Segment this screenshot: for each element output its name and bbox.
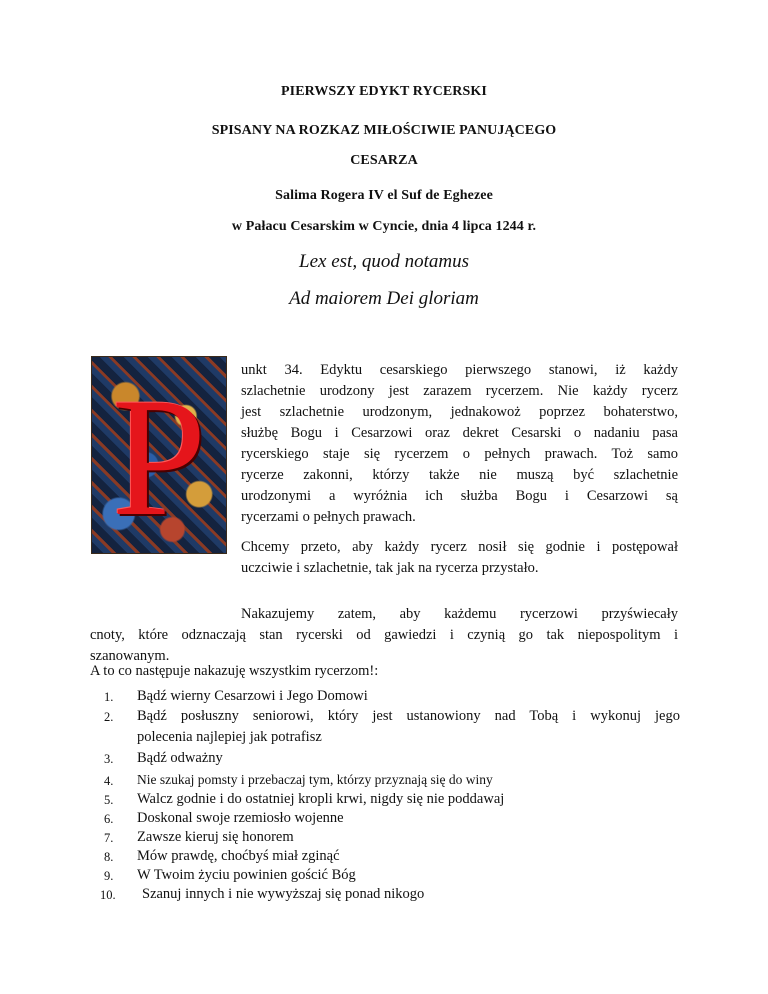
- paragraph-1-line: unkt 34. Edyktu cesarskiego pierwszego stanowi, iż każdy: [241, 362, 678, 378]
- list-item-text: Nie szukaj pomsty i przebaczaj tym, którzy przyznają się do winy: [137, 772, 493, 787]
- list-item: [104, 750, 684, 770]
- list-item-number: 5.: [104, 793, 114, 807]
- title-line-4: Salima Rogera IV el Suf de Eghezee: [275, 188, 493, 203]
- title-line-2: SPISANY NA ROZKAZ MIŁOŚCIWIE PANUJĄCEGO: [211, 123, 557, 138]
- list-item-text: W Twoim życiu powinien gościć Bóg: [137, 867, 356, 883]
- paragraph-2-line: uczciwie i szlachetnie, tak jak na rycerza przystało.: [241, 560, 539, 576]
- paragraph-1-line: służbę Bogu i Cesarzowi oraz dekret Cesarski o nadaniu pasa: [241, 425, 678, 441]
- list-intro: A to co następuje nakazuję wszystkim rycerzom!:: [90, 663, 379, 679]
- list-item-number: 2.: [104, 710, 114, 724]
- dropcap-image: [91, 356, 227, 554]
- list-item-number: 4.: [104, 774, 114, 788]
- paragraph-3-line: cnoty, które odznaczają stan rycerski od gawiedzi i czynią go tak niepospolitym i: [90, 627, 678, 643]
- list-item-number: 3.: [104, 752, 114, 766]
- paragraph-2: [241, 537, 678, 579]
- list-item-text: Walcz godnie i do ostatniej kropli krwi, nigdy się nie poddawaj: [137, 791, 505, 807]
- list-item: [104, 867, 684, 887]
- list-item-number: 10.: [100, 888, 116, 902]
- list-item-text: Bądź posłuszny seniorowi, który jest ustanowiony nad Tobą i wykonuj jego: [137, 708, 680, 724]
- paragraph-1-line: rycerze zakonni, którzy także nie muszą być szlachetnie: [241, 467, 678, 483]
- list-item-text-continued: polecenia najlepiej jak potrafisz: [137, 729, 322, 745]
- list-item: [104, 810, 684, 830]
- list-item-text: Bądź odważny: [137, 750, 223, 766]
- title-line-5: w Pałacu Cesarskim w Cyncie, dnia 4 lipca 1244 r.: [231, 219, 537, 234]
- paragraph-1-line: rycerzami o pełnych prawach.: [241, 509, 416, 525]
- paragraph-1-line: urodzonymi a wyróżnia ich służba Bogu i Cesarzowi są: [241, 488, 678, 504]
- list-item: [104, 829, 684, 849]
- motto-line-2: Ad maiorem Dei gloriam: [289, 288, 479, 309]
- paragraph-3: [90, 604, 678, 667]
- paragraph-1: [241, 360, 678, 528]
- list-item: [104, 708, 684, 750]
- motto-line-1: Lex est, quod notamus: [299, 251, 469, 272]
- list-item-number: 8.: [104, 850, 114, 864]
- paragraph-1-line: jest szlachetnie urodzonym, jednakowoż poprzez bohaterstwo,: [241, 404, 678, 420]
- title-line-1: PIERWSZY EDYKT RYCERSKI: [281, 84, 487, 99]
- list-item-number: 9.: [104, 869, 114, 883]
- paragraph-3-line: szanowanym.: [90, 648, 170, 664]
- dropcap-letter: P: [111, 363, 207, 551]
- list-item: [104, 848, 684, 868]
- list-item: [104, 772, 684, 792]
- list-item-text: Bądź wierny Cesarzowi i Jego Domowi: [137, 688, 368, 704]
- list-item-text: Mów prawdę, choćbyś miał zginąć: [137, 848, 340, 864]
- list-item-text: Szanuj innych i nie wywyższaj się ponad nikogo: [142, 886, 425, 902]
- paragraph-1-line: szlachetnie urodzony jest zarazem rycerzem. Nie każdy rycerz: [241, 383, 678, 399]
- list-item: [104, 688, 684, 708]
- paragraph-1-line: rycerskiego staje się rycerzem o pełnych prawach. Toż samo: [241, 446, 678, 462]
- list-item: [104, 791, 684, 811]
- list-item-text: Zawsze kieruj się honorem: [137, 829, 294, 845]
- list-item-number: 7.: [104, 831, 114, 845]
- title-line-3: CESARZA: [350, 153, 418, 168]
- paragraph-3-line: Nakazujemy zatem, aby każdemu rycerzowi przyświecały: [241, 606, 678, 622]
- list-item: [100, 886, 684, 906]
- list-item-text: Doskonal swoje rzemiosło wojenne: [137, 810, 344, 826]
- list-item-number: 6.: [104, 812, 114, 826]
- list-item-number: 1.: [104, 690, 114, 704]
- paragraph-2-line: Chcemy przeto, aby każdy rycerz nosił się godnie i postępował: [241, 539, 678, 555]
